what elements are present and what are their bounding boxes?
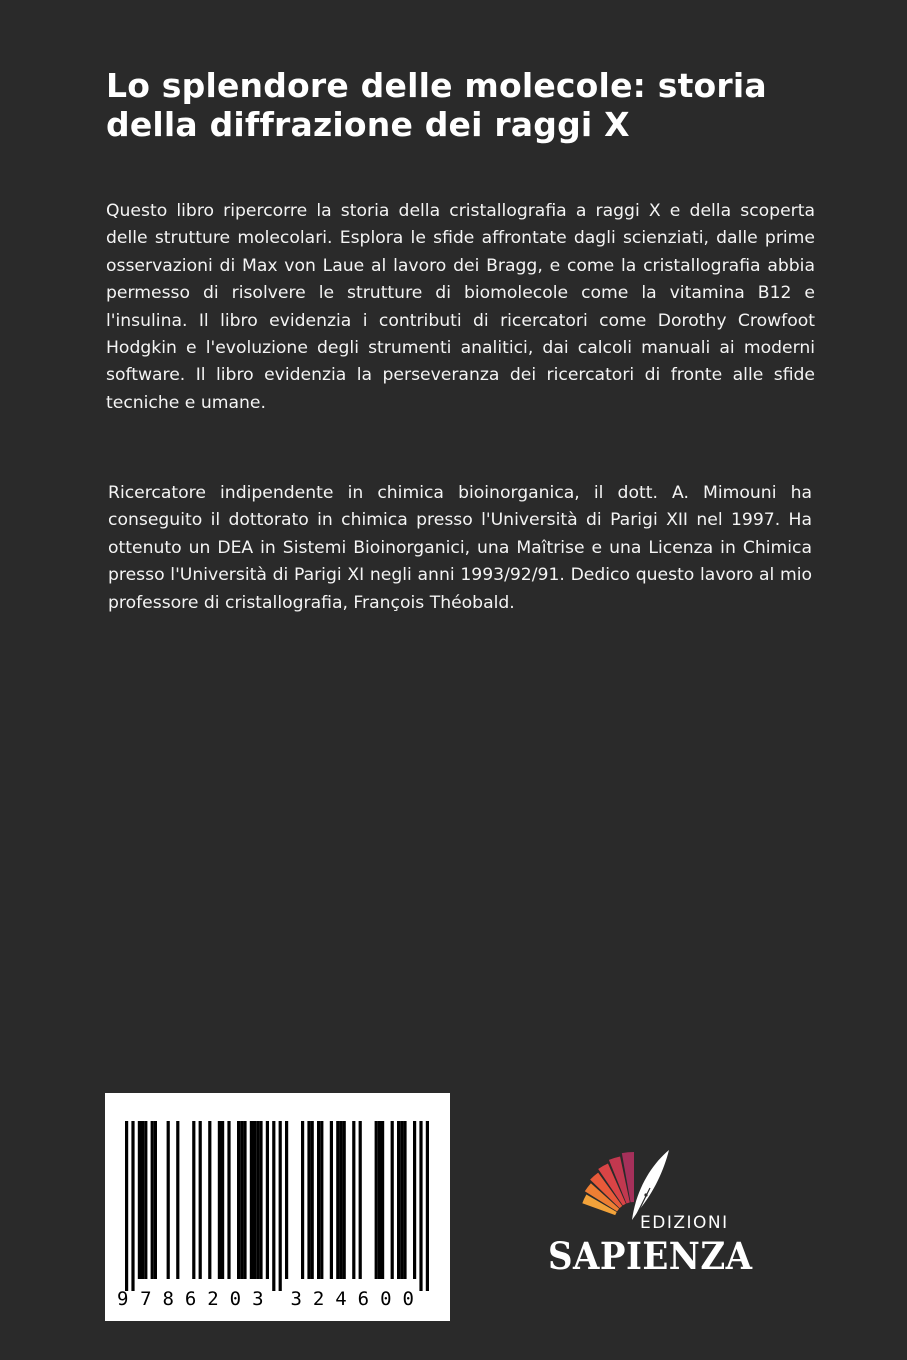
barcode-bar [266, 1121, 269, 1279]
barcode-digit: 2 [207, 1288, 219, 1310]
barcode-bar [250, 1121, 253, 1279]
book-synopsis: Questo libro ripercorre la storia della cristallografia a raggi X e della scoperta delle strutture molecolari. Esplora le sfide affrontate dagli scienziati, dalle prime osservazioni di Max von Laue al lavoro dei Bragg, e come la cristallografia abbia permesso di risolvere le strutture di biomolecole come la vitamina B12 e l'insulina. Il libro evidenzia i contributi di ricercatori come Dorothy Crowfoot Hodgkin e l'evoluzione degli strumenti analitici, dai calcoli manuali ai moderni software. Il libro evidenzia la perseveranza dei ricercatori di fronte alle sfide tecniche e umane. [106, 201, 815, 413]
barcode-bar [192, 1121, 195, 1279]
barcode-bar [391, 1121, 394, 1279]
publisher-logo [536, 1140, 756, 1280]
barcode-bar [413, 1121, 416, 1279]
barcode-bar [403, 1121, 406, 1279]
publisher-line1: EDIZIONI [640, 1213, 729, 1233]
barcode-digit: 9 [117, 1288, 129, 1310]
barcode-bar [141, 1121, 144, 1279]
barcode-bar [343, 1121, 346, 1279]
barcode-bar [375, 1121, 378, 1279]
barcode-bar [272, 1121, 275, 1291]
barcode-digit: 4 [335, 1288, 347, 1310]
barcode-bar [144, 1121, 147, 1279]
barcode-bar [138, 1121, 141, 1279]
barcode-bar [339, 1121, 342, 1279]
barcode-bar [320, 1121, 323, 1279]
barcode-bar [330, 1121, 333, 1279]
barcode-bar [307, 1121, 310, 1279]
barcode-digit: 0 [229, 1288, 242, 1310]
barcode-bar [227, 1121, 230, 1279]
barcode-bar [256, 1121, 259, 1279]
barcode-digit: 3 [252, 1288, 264, 1310]
barcode-digit: 7 [140, 1288, 152, 1310]
barcode-bar [400, 1121, 403, 1279]
barcode-bar [253, 1121, 256, 1279]
barcode-bar [352, 1121, 355, 1279]
barcode-digit: 2 [312, 1288, 325, 1310]
barcode-bar [237, 1121, 240, 1279]
barcode-bar [317, 1121, 320, 1279]
barcode-digit: 8 [162, 1288, 174, 1310]
barcode-bar [125, 1121, 128, 1291]
barcode-bar [426, 1121, 429, 1291]
barcode-bar [285, 1121, 288, 1279]
barcode-bar [381, 1121, 384, 1279]
barcode-bar [221, 1121, 224, 1279]
book-title: Lo splendore delle molecole: storia della diffrazione dei raggi X [106, 66, 767, 144]
barcode-bar [419, 1121, 422, 1291]
author-bio: Ricercatore indipendente in chimica bioinorganica, il dott. A. Mimouni ha conseguito il dottorato in chimica presso l'Università di Parigi XII nel 1997. Ha ottenuto un DEA in Sistemi Bioinorganici, una Maîtrise e una Licenza in Chimica presso l'Università di Parigi XI negli anni 1993/92/91. Dedico questo lavoro al mio professore di cristallografia, François Théobald. [108, 483, 812, 613]
barcode-digit: 3 [290, 1288, 302, 1310]
barcode-bar [311, 1121, 314, 1279]
barcode-bar [131, 1121, 134, 1291]
barcode-digit: 6 [184, 1288, 197, 1310]
barcode-bar [199, 1121, 202, 1279]
barcode-bar [301, 1121, 304, 1279]
barcode-digit: 0 [402, 1288, 414, 1310]
barcode-bar [359, 1121, 362, 1279]
barcode-bar [378, 1121, 381, 1279]
barcode-bar [151, 1121, 154, 1279]
barcode-bar [243, 1121, 246, 1279]
barcode-bar [167, 1121, 170, 1279]
barcode-bar [240, 1121, 243, 1279]
isbn-barcode [105, 1093, 450, 1321]
barcode-bar [218, 1121, 221, 1279]
publisher-name: SAPIENZA [548, 1234, 753, 1278]
barcode-bar [259, 1121, 262, 1279]
barcode-bar [336, 1121, 339, 1279]
barcode-bar [154, 1121, 157, 1279]
barcode-bar [397, 1121, 400, 1279]
barcode-digit: 0 [380, 1288, 392, 1310]
barcode-digit: 6 [357, 1288, 370, 1310]
barcode-bar [208, 1121, 211, 1279]
barcode-bar [279, 1121, 282, 1291]
barcode-bar [176, 1121, 179, 1279]
